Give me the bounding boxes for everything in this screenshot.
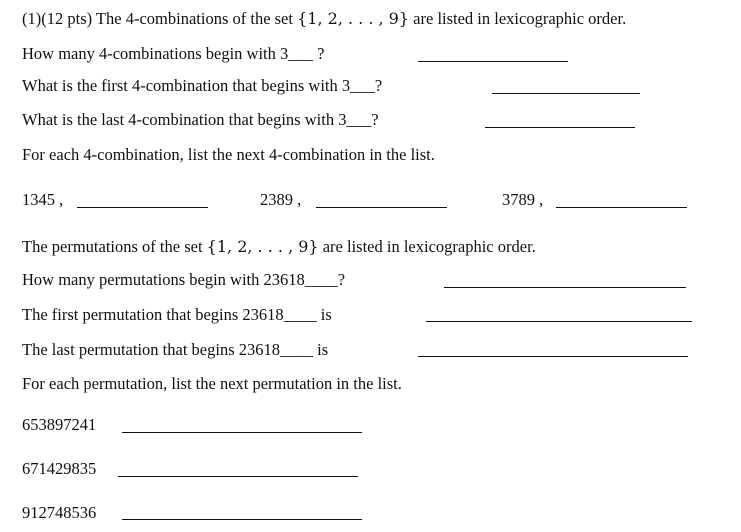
part1-item-3: 3789 , (502, 190, 544, 209)
part1-item-2-blank[interactable] (316, 207, 447, 208)
part2-item-2-blank[interactable] (118, 476, 358, 477)
part1-answer-last-blank[interactable] (485, 127, 635, 128)
part1-header-tail: are listed in lexicographic order. (413, 9, 627, 28)
part2-header-text: The permutations of the set (22, 237, 203, 256)
part1-item-2: 2389 , (260, 190, 302, 209)
part2-answer-first-blank[interactable] (426, 321, 692, 322)
part2-header-tail: are listed in lexicographic order. (322, 237, 536, 256)
part1-set-math: {1, 2, . . . , 9} (297, 9, 410, 28)
part1-item-1-blank[interactable] (77, 207, 208, 208)
part1-answer-count-blank[interactable] (418, 61, 568, 62)
part2-answer-last-blank[interactable] (418, 356, 688, 357)
part1-question-first: What is the first 4-combination that begins with 3___? (22, 76, 383, 95)
part1-item-3-blank[interactable] (556, 207, 687, 208)
part1-header-text: (1)(12 pts) The 4-combinations of the set (22, 9, 293, 28)
part1-header (22, 9, 626, 29)
part2-item-3: 912748536 (22, 503, 97, 522)
part2-question-last: The last permutation that begins 23618____ is (22, 340, 329, 359)
part2-answer-count-blank[interactable] (444, 287, 686, 288)
part1-question-last: What is the last 4-combination that begins with 3___? (22, 110, 379, 129)
part2-instruction: For each permutation, list the next permutation in the list. (22, 374, 402, 393)
part2-item-1: 653897241 (22, 415, 97, 434)
part2-header (22, 237, 536, 257)
part2-set-math: {1, 2, . . . , 9} (206, 237, 319, 256)
part1-instruction: For each 4-combination, list the next 4-combination in the list. (22, 145, 435, 164)
part2-item-3-blank[interactable] (122, 519, 362, 520)
part2-question-count: How many permutations begin with 23618____? (22, 270, 346, 289)
part2-question-first: The first permutation that begins 23618____ is (22, 305, 332, 324)
part1-question-count: How many 4-combinations begin with 3___ ? (22, 44, 325, 63)
part1-answer-first-blank[interactable] (492, 93, 640, 94)
part2-item-1-blank[interactable] (122, 432, 362, 433)
part1-item-1: 1345 , (22, 190, 64, 209)
part2-item-2: 671429835 (22, 459, 97, 478)
